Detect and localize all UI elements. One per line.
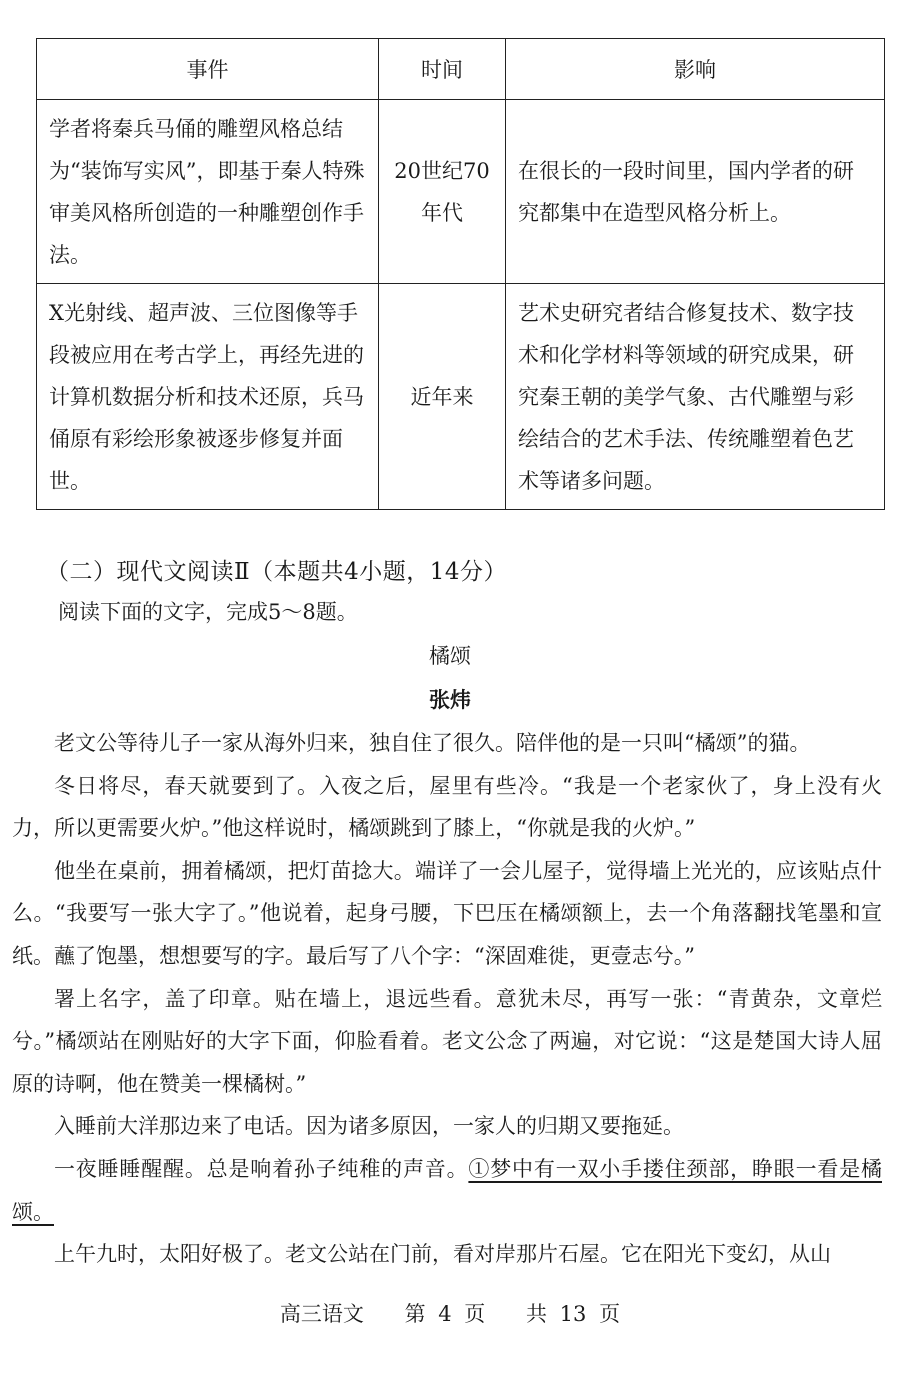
story-paragraph: 冬日将尽，春天就要到了。入夜之后，屋里有些冷。“我是一个老家伙了，身上没有火力，所以更需要火炉。”他这样说时，橘颂跳到了膝上，“你就是我的火炉。” (12, 773, 882, 841)
story-body (12, 722, 882, 1276)
story-paragraph: 老文公等待儿子一家从海外归来，独自住了很久。陪伴他的是一只叫“橘颂”的猫。 (54, 731, 811, 755)
impact-cell: 艺术史研究者结合修复技术、数字技术和化学材料等领域的研究成果，研究秦王朝的美学气象、古代雕塑与彩绘结合的艺术手法、传统雕塑着色艺术等诸多问题。 (506, 284, 885, 510)
story-paragraph: 上午九时，太阳好极了。老文公站在门前，看对岸那片石屋。它在阳光下变幻，从山 (54, 1242, 831, 1267)
time-cell: 近年来 (379, 284, 506, 510)
time-cell: 20世纪70年代 (379, 100, 506, 284)
story-paragraph: 他坐在桌前，拥着橘颂，把灯苗捻大。端详了一会儿屋子，觉得墙上光光的，应该贴点什么。“我要写一张大字了。”他说着，起身弓腰，下巴压在橘颂额上，去一个角落翻找笔墨和宣纸。蘸了饱墨，想想要写的字。最后写了八个字：“深固难徙，更壹志兮。” (12, 858, 882, 968)
underlined-sentence-1: ①梦中有一双小手搂住颈部，睁眼一看是橘颂。 (12, 1156, 882, 1224)
footer-subject: 高三语文 (279, 1302, 364, 1326)
table-header-row (37, 39, 885, 100)
story-text: 一夜睡睡醒醒。总是响着孙子纯稚的声音。 (54, 1156, 469, 1181)
table-row (37, 284, 885, 510)
table-row (37, 100, 885, 284)
story-paragraph (12, 1148, 882, 1233)
event-cell: 学者将秦兵马俑的雕塑风格总结为“装饰写实风”，即基于秦人特殊审美风格所创造的一种雕塑创作手法。 (37, 100, 379, 284)
events-table (36, 38, 885, 510)
header-time: 时间 (379, 39, 506, 100)
header-impact: 影响 (506, 39, 885, 100)
impact-cell: 在很长的一段时间里，国内学者的研究都集中在造型风格分析上。 (506, 100, 885, 284)
footer-page-number: 第 4 页 (404, 1302, 486, 1326)
story-paragraph: 入睡前大洋那边来了电话。因为诸多原因，一家人的归期又要拖延。 (54, 1114, 684, 1139)
section-heading: （二）现代文阅读Ⅱ（本题共4小题，14分） (46, 559, 508, 585)
story-paragraph: 署上名字，盖了印章。贴在墙上，退远些看。意犹未尽，再写一张：“青黄杂，文章烂兮。”橘颂站在刚贴好的大字下面，仰脸看着。老文公念了两遍，对它说：“这是楚国大诗人屈原的诗啊，他在赞美一棵橘树。” (12, 986, 882, 1096)
reading-instruction: 阅读下面的文字，完成5～8题。 (58, 600, 358, 624)
footer-total-pages: 共 13 页 (526, 1302, 621, 1326)
story-author: 张炜 (429, 687, 471, 712)
story-title: 橘颂 (429, 644, 471, 668)
event-cell: X光射线、超声波、三位图像等手段被应用在考古学上，再经先进的计算机数据分析和技术还原，兵马俑原有彩绘形象被逐步修复并面世。 (37, 284, 379, 510)
header-event: 事件 (37, 39, 379, 100)
page-footer (0, 1298, 900, 1328)
